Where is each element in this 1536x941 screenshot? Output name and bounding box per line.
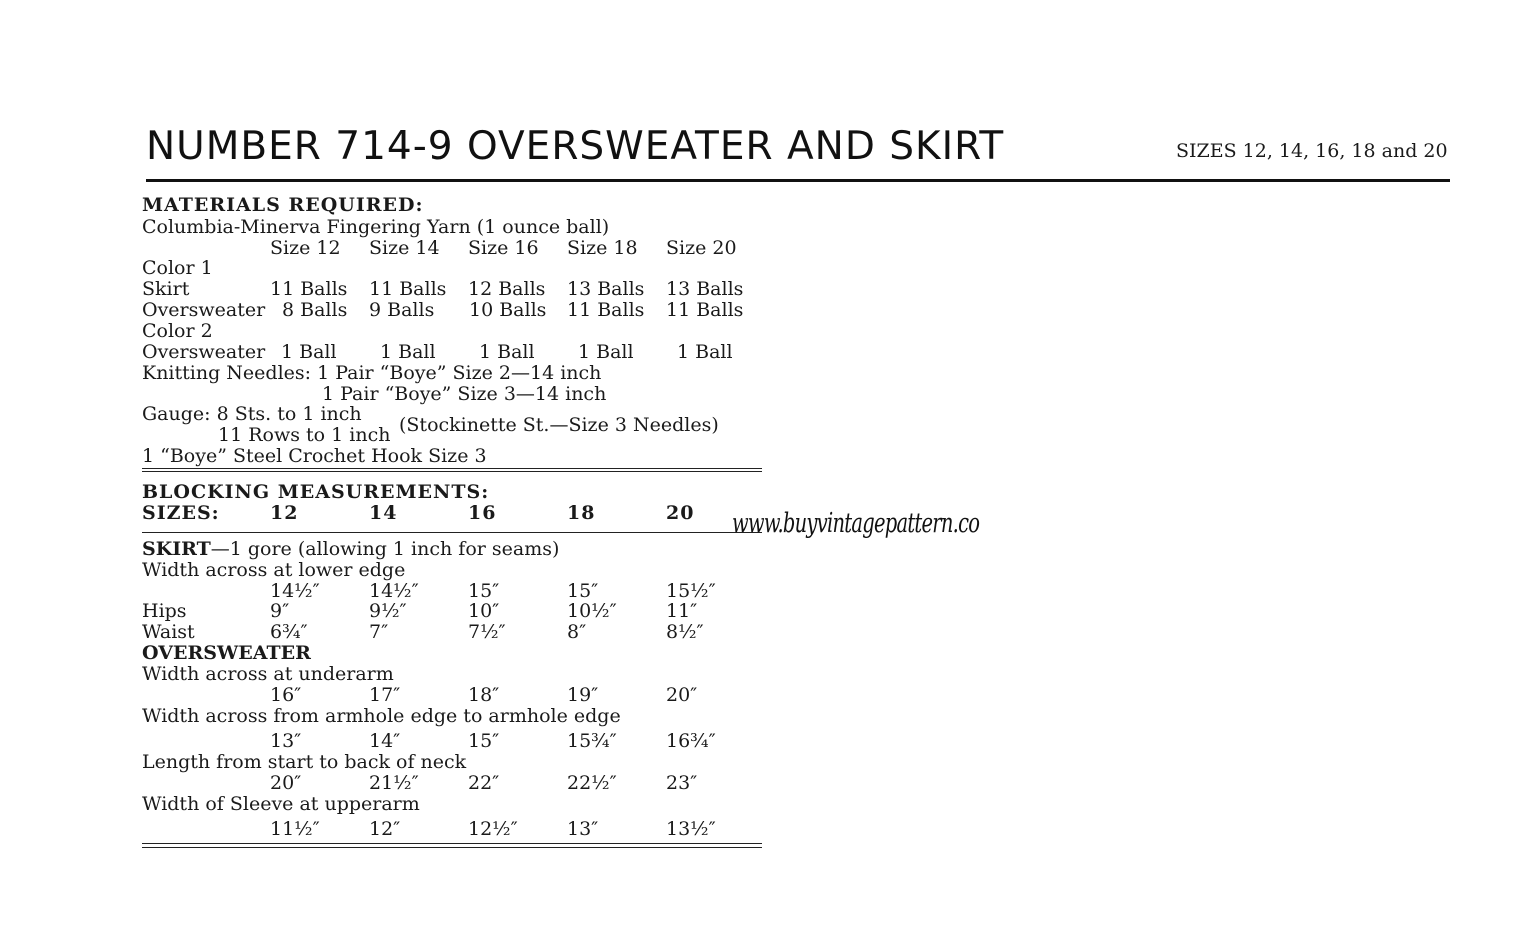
size-header: Size 18 xyxy=(567,237,638,259)
skirt-balls: 13 Balls xyxy=(666,278,744,300)
waist-label: Waist xyxy=(142,621,195,643)
watermark: www.buyvintagepattern.co xyxy=(732,508,980,539)
size-header: Size 14 xyxy=(369,237,440,259)
length-value: 21½″ xyxy=(369,772,419,794)
size-number: 20 xyxy=(666,502,695,524)
oversweater2-balls: 1 Ball xyxy=(578,341,634,363)
size-header: Size 16 xyxy=(468,237,539,259)
armhole-value: 14″ xyxy=(369,730,401,752)
size-header: Size 12 xyxy=(270,237,341,259)
skirt-balls: 12 Balls xyxy=(468,278,546,300)
armhole-value: 16¾″ xyxy=(666,730,716,752)
skirt-balls: 11 Balls xyxy=(270,278,348,300)
skirt-subheading: —1 gore (allowing 1 inch for seams) xyxy=(210,538,560,560)
needles-line-1: Knitting Needles: 1 Pair “Boye” Size 2—14 inch xyxy=(142,362,602,384)
gauge-line-1: Gauge: 8 Sts. to 1 inch xyxy=(142,403,362,425)
underarm-value: 18″ xyxy=(468,684,500,706)
sleeve-label: Width of Sleeve at upperarm xyxy=(142,793,420,815)
armhole-value: 15″ xyxy=(468,730,500,752)
length-value: 22″ xyxy=(468,772,500,794)
underarm-value: 19″ xyxy=(567,684,599,706)
materials-heading: MATERIALS REQUIRED: xyxy=(142,194,424,216)
oversweater-balls: 9 Balls xyxy=(369,299,435,321)
skirt-section-line xyxy=(142,538,559,560)
oversweater2-label: Oversweater xyxy=(142,341,266,363)
yarn-line: Columbia-Minerva Fingering Yarn (1 ounce ball) xyxy=(142,216,610,238)
lower-edge-value: 15″ xyxy=(468,580,500,602)
lower-edge-value: 15½″ xyxy=(666,580,716,602)
oversweater-heading: OVERSWEATER xyxy=(142,642,311,664)
oversweater2-balls: 1 Ball xyxy=(677,341,733,363)
waist-value: 8½″ xyxy=(666,621,704,643)
oversweater2-balls: 1 Ball xyxy=(380,341,436,363)
waist-value: 6¾″ xyxy=(270,621,308,643)
sleeve-value: 11½″ xyxy=(270,818,320,840)
skirt-label: Skirt xyxy=(142,278,190,300)
hips-value: 10½″ xyxy=(567,600,617,622)
divider xyxy=(142,471,762,472)
color1-label: Color 1 xyxy=(142,257,213,279)
lower-edge-value: 14½″ xyxy=(369,580,419,602)
color2-label: Color 2 xyxy=(142,320,213,342)
oversweater-balls: 10 Balls xyxy=(469,299,547,321)
skirt-heading: SKIRT xyxy=(142,538,211,560)
waist-value: 7½″ xyxy=(468,621,506,643)
underarm-value: 17″ xyxy=(369,684,401,706)
divider xyxy=(142,532,762,533)
underarm-value: 16″ xyxy=(270,684,302,706)
waist-value: 7″ xyxy=(369,621,389,643)
lower-edge-label: Width across at lower edge xyxy=(142,559,406,581)
sleeve-value: 12″ xyxy=(369,818,401,840)
length-label: Length from start to back of neck xyxy=(142,751,467,773)
needles-line-2: 1 Pair “Boye” Size 3—14 inch xyxy=(322,383,607,405)
sizes-note: SIZES 12, 14, 16, 18 and 20 xyxy=(1176,140,1448,162)
oversweater2-balls: 1 Ball xyxy=(281,341,337,363)
hips-label: Hips xyxy=(142,600,187,622)
skirt-balls: 13 Balls xyxy=(567,278,645,300)
size-header: Size 20 xyxy=(666,237,737,259)
divider xyxy=(142,468,762,469)
hips-value: 11″ xyxy=(666,600,698,622)
page-title: NUMBER 714-9 OVERSWEATER AND SKIRT xyxy=(146,124,1005,169)
title-rule xyxy=(146,179,1450,182)
armhole-value: 13″ xyxy=(270,730,302,752)
sleeve-value: 13″ xyxy=(567,818,599,840)
oversweater2-balls: 1 Ball xyxy=(479,341,535,363)
length-value: 22½″ xyxy=(567,772,617,794)
length-value: 20″ xyxy=(270,772,302,794)
underarm-label: Width across at underarm xyxy=(142,663,394,685)
length-value: 23″ xyxy=(666,772,698,794)
skirt-balls: 11 Balls xyxy=(369,278,447,300)
divider xyxy=(142,847,762,848)
waist-value: 8″ xyxy=(567,621,587,643)
size-number: 18 xyxy=(567,502,596,524)
armhole-value: 15¾″ xyxy=(567,730,617,752)
blocking-heading: BLOCKING MEASUREMENTS: xyxy=(142,481,490,503)
size-number: 14 xyxy=(369,502,398,524)
gauge-line-2: 11 Rows to 1 inch xyxy=(218,424,391,446)
hook-line: 1 “Boye” Steel Crochet Hook Size 3 xyxy=(142,445,487,467)
hips-value: 9″ xyxy=(270,600,290,622)
sleeve-value: 13½″ xyxy=(666,818,716,840)
lower-edge-value: 15″ xyxy=(567,580,599,602)
underarm-value: 20″ xyxy=(666,684,698,706)
size-number: 12 xyxy=(270,502,299,524)
oversweater-balls: 8 Balls xyxy=(282,299,348,321)
sizes-label: SIZES: xyxy=(142,502,220,524)
armhole-label: Width across from armhole edge to armhole edge xyxy=(142,705,621,727)
oversweater-balls: 11 Balls xyxy=(666,299,744,321)
lower-edge-value: 14½″ xyxy=(270,580,320,602)
oversweater-label: Oversweater xyxy=(142,299,266,321)
sleeve-value: 12½″ xyxy=(468,818,518,840)
divider xyxy=(142,843,762,844)
gauge-note: (Stockinette St.—Size 3 Needles) xyxy=(399,414,719,436)
oversweater-balls: 11 Balls xyxy=(567,299,645,321)
hips-value: 9½″ xyxy=(369,600,407,622)
hips-value: 10″ xyxy=(468,600,500,622)
size-number: 16 xyxy=(468,502,497,524)
